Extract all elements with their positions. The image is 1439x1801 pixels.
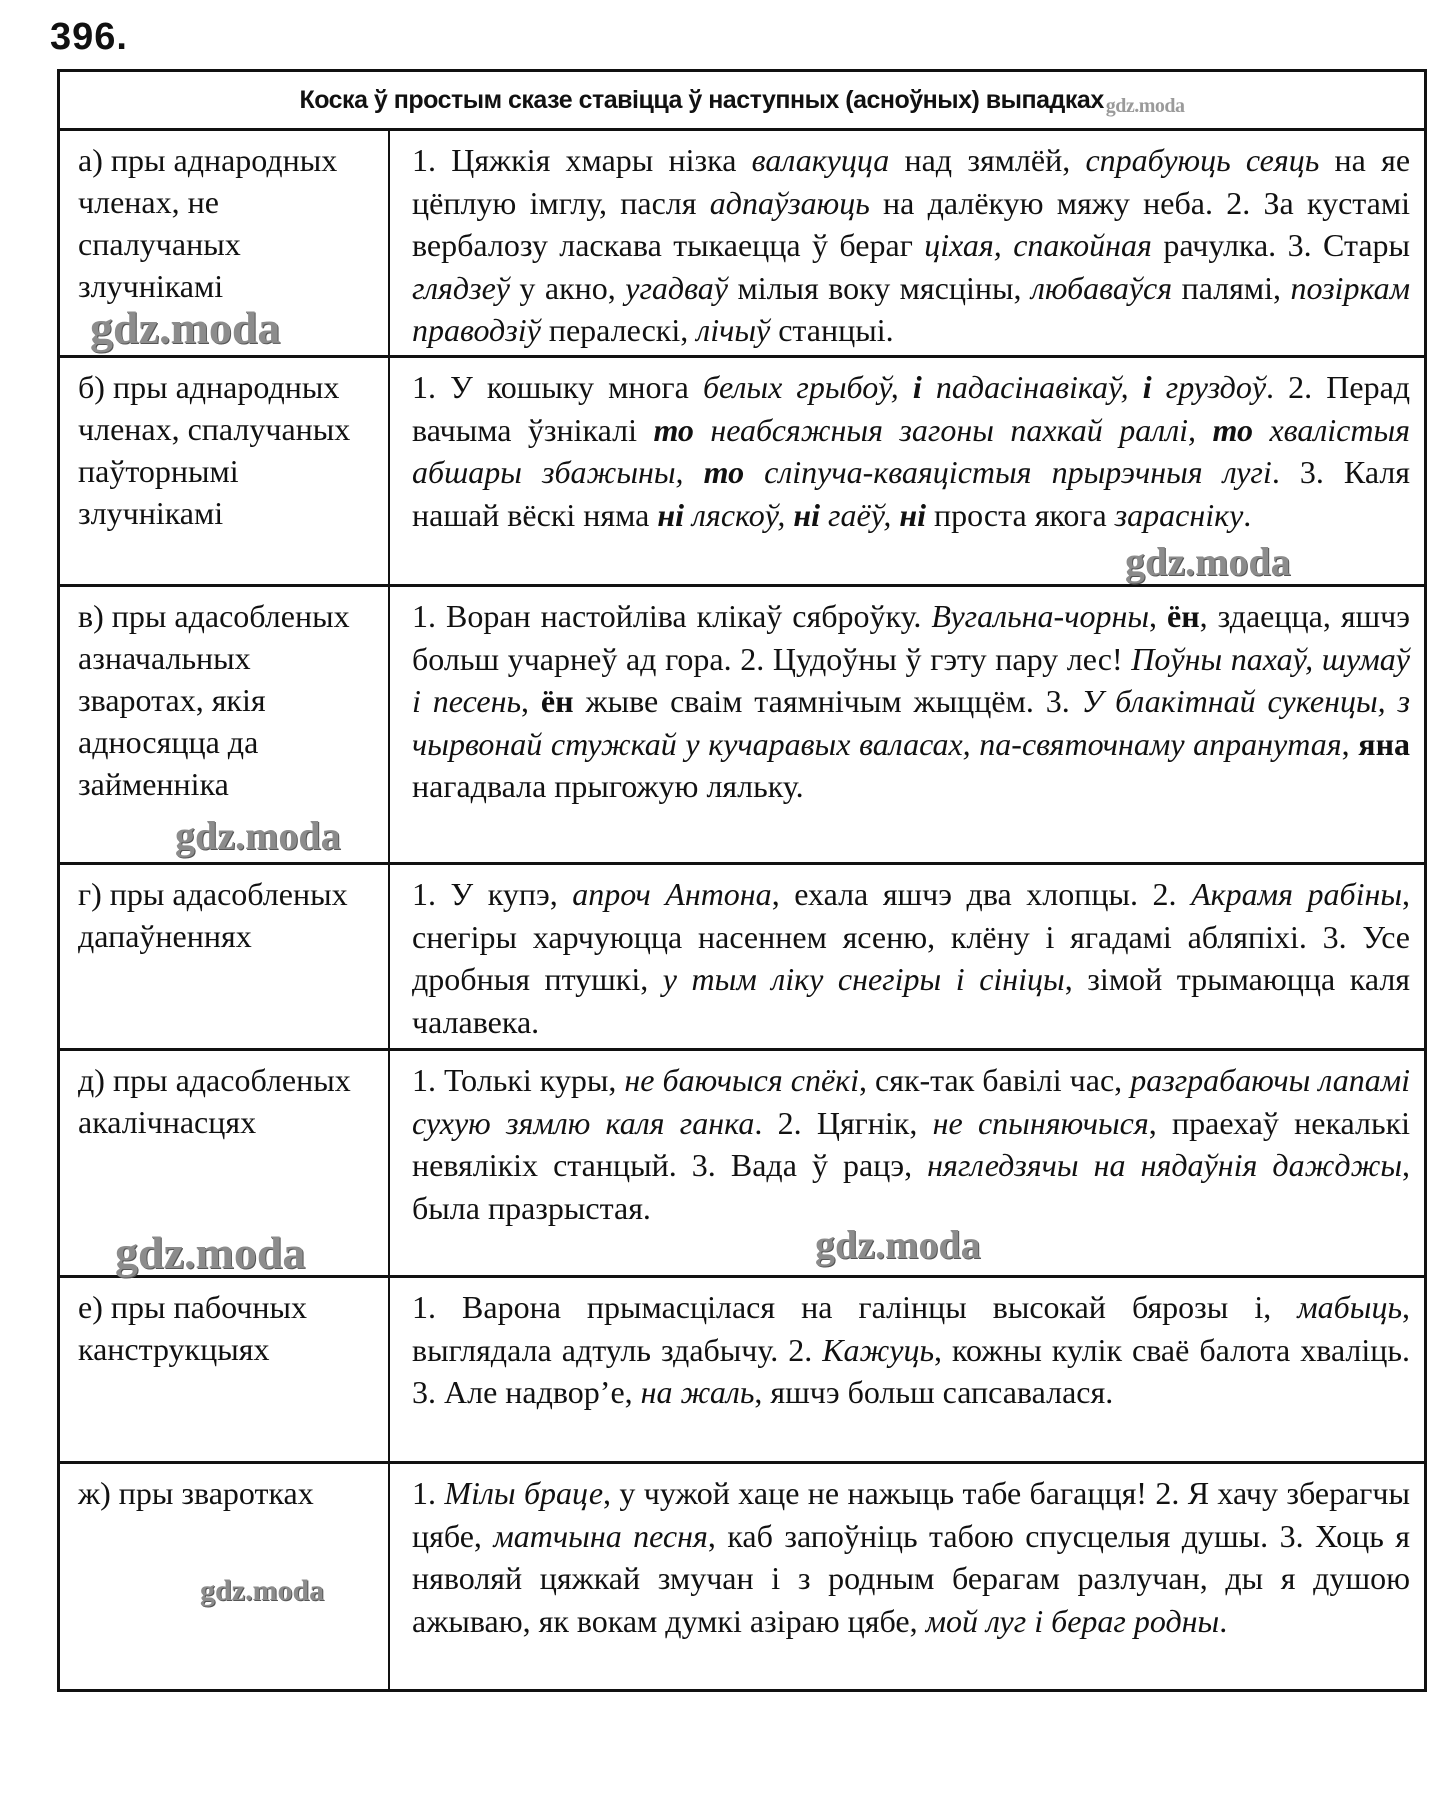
highlighted-text: падасінавікаў, (921, 369, 1143, 405)
highlighted-text: не баючыся спёкі (624, 1062, 860, 1098)
example-text: . (1219, 1602, 1228, 1639)
watermark: gdz.moda (1125, 539, 1291, 584)
example-text: 1. У кошыку многа (412, 369, 703, 405)
example-text: , (1149, 598, 1167, 634)
highlighted-text: Поўны пахаў, шумаў і песень (412, 640, 1411, 719)
highlighted-text: Кажуць (822, 1331, 935, 1368)
exercise-number: 396. (50, 16, 128, 58)
watermark: gdz.moda (175, 813, 341, 858)
example-text: 1. Цяжкія хмары нізка (412, 142, 752, 178)
highlighted-text: не спыняючыся (932, 1104, 1149, 1141)
highlighted-text: хвалістыя абшары збажыны, (412, 411, 1411, 490)
example-text: , (1341, 725, 1359, 762)
table-row (60, 358, 1424, 587)
rule-label: в) пры адасобленых азначальных зваротах, якія адносяцца да займенніка (60, 587, 390, 862)
example-text: проста якога (925, 496, 1115, 533)
example-text: 1. Воран настойліва клікаў сяброўку. (412, 598, 932, 634)
example-text: . 2. Перад вачыма ўзнікалі (412, 369, 1411, 448)
rule-label: ж) пры зваротках (60, 1464, 390, 1689)
highlighted-text: ні (657, 496, 684, 533)
watermark: gdz.moda (815, 1222, 981, 1267)
example-text: станцыі. (770, 312, 894, 348)
highlighted-text: ні (793, 496, 821, 533)
example-text: , снегіры харчуюцца насеннем ясеню, клёну і ягадамі абляпіхі. 3. Усе дробныя птушкі, (412, 876, 1411, 997)
watermark: gdz.moda (200, 1574, 325, 1607)
table-row (60, 1464, 1424, 1689)
table-row (60, 865, 1424, 1051)
example-text: . (1243, 496, 1252, 533)
highlighted-text: нягледзячы на нядаўнія дажджы (927, 1147, 1403, 1183)
example-text: палямі, (1172, 269, 1291, 306)
watermark: gdz.moda (90, 302, 281, 353)
rule-examples (390, 587, 1424, 862)
rule-examples (390, 131, 1424, 355)
highlighted-text: то (653, 411, 694, 448)
highlighted-text: спрабуюць сеяць (1085, 142, 1320, 178)
example-text: 1. У купэ, (412, 876, 573, 912)
example-text: пералескі, (540, 312, 697, 348)
highlighted-text: гаёў, (820, 496, 900, 533)
highlighted-text: зарасніку (1114, 496, 1244, 533)
highlighted-text: любаваўся (1030, 269, 1173, 306)
highlighted-text: ляскоў, (683, 496, 794, 533)
highlighted-text: ён (1167, 598, 1200, 634)
highlighted-text: мабыць (1297, 1289, 1402, 1325)
highlighted-text: угадваў (625, 269, 728, 306)
example-text: у акно, (509, 269, 626, 306)
highlighted-text: лічыў (696, 312, 771, 348)
highlighted-text: неабсяжныя загоны пахкай раллі, (693, 411, 1213, 448)
rule-label: е) пры пабочных канструкцыях (60, 1278, 390, 1461)
highlighted-text: то (1212, 411, 1253, 448)
example-text: , здаецца, яшчэ больш учарнеў ад гора. 2. Цудоўны ў гэту пару лес! (412, 598, 1411, 677)
highlighted-text: сліпуча-кваяцістыя прырэчныя лугі (744, 454, 1272, 490)
table-row (60, 1051, 1424, 1278)
highlighted-text: позіркам праводзіў (412, 269, 1411, 348)
example-text: , зімой трымаюцца каля чалавека. (412, 961, 1411, 1040)
example-text: , яшчэ больш сапсавалася. (754, 1374, 1114, 1410)
highlighted-text: мой луг і бераг родны (925, 1602, 1220, 1639)
example-text: рачулка. 3. Стары (1151, 227, 1411, 263)
table-row (60, 131, 1424, 358)
example-text: на яе цёплую імглу, пасля (412, 142, 1411, 221)
rule-examples (390, 1464, 1424, 1689)
highlighted-text: ціхая, спакойная (924, 227, 1152, 263)
example-text: , праехаў некалькі невялікіх станцый. 3. Вада ў рацэ, (412, 1104, 1411, 1183)
example-text: 1. (412, 1475, 445, 1511)
rule-label: б) пры аднародных членах, спалучаных паўторнымі злучнікамі (60, 358, 390, 584)
example-text: , сяк-так бавілі час, (859, 1062, 1131, 1098)
example-text: нагадвала прыгожую ляльку. (412, 768, 804, 804)
highlighted-text: ён (540, 683, 574, 719)
example-text: , ехала яшчэ два хлопцы. 2. (771, 876, 1192, 912)
highlighted-text: яна (1358, 725, 1411, 762)
highlighted-text: матчына песня (493, 1517, 708, 1554)
highlighted-text: то (703, 454, 745, 490)
example-text: . 3. Каля нашай вёскі няма (412, 454, 1411, 533)
highlighted-text: Акрамя рабіны (1191, 876, 1403, 912)
rules-table (57, 69, 1427, 1692)
table-header (60, 72, 1424, 131)
highlighted-text: апроч Антона (572, 876, 772, 912)
highlighted-text: у тым ліку снегіры і сініцы (662, 961, 1065, 997)
example-text: . 2. Цягнік, (754, 1104, 933, 1141)
example-text: мілыя воку мясціны, (727, 269, 1031, 306)
highlighted-text: У блакітнай сукенцы, з чырвонай стужкай у кучаравых валасах, па-святочнаму апранутая (412, 683, 1410, 762)
table-row (60, 1278, 1424, 1464)
highlighted-text: груздоў (1151, 369, 1267, 405)
example-text: , была празрыстая. (412, 1147, 1411, 1226)
highlighted-text: ні (899, 496, 926, 533)
highlighted-text: разграбаючы лапамі сухую зямлю каля ганка (412, 1062, 1411, 1141)
example-text: 1. Толькі куры, (412, 1062, 625, 1098)
example-text: на далёкую мяжу неба. 2. За кустамі вербалозу ласкава тыкаецца ў бераг (412, 184, 1411, 263)
example-text: жыве сваім таямнічым жыццём. 3. (573, 683, 1082, 719)
rule-label: д) пры адасобленых акалічнасцях (60, 1051, 390, 1275)
watermark: gdz.moda (1105, 94, 1185, 117)
rule-label: а) пры аднародных членах, не спалучаных злучнікамі (60, 131, 390, 355)
example-text: 1. Варона прымасцілася на галінцы высокай бярозы і, (412, 1289, 1298, 1325)
example-text: над зямлёй, (889, 142, 1086, 178)
rule-examples (390, 1278, 1424, 1461)
table-row (60, 587, 1424, 865)
highlighted-text: на жаль (640, 1374, 755, 1410)
example-text: , кожны кулік сваё балота хваліць. 3. Але надвор’е, (412, 1331, 1411, 1410)
highlighted-text: Вугальна-чорны (931, 598, 1149, 634)
highlighted-text: і (1142, 369, 1152, 405)
rule-examples (390, 358, 1424, 584)
highlighted-text: і (912, 369, 922, 405)
example-text: , (521, 683, 541, 719)
highlighted-text: валакуцца (751, 142, 890, 178)
rule-examples (390, 1051, 1424, 1275)
example-text: , каб запоўніць табою спусцелыя душы. 3. Хоць я няволяй цяжкай змучан і з родным берагам разлучан, ды я душою ажываю, як вокам думкі азіраю цябе, (412, 1517, 1411, 1639)
highlighted-text: глядзеў (412, 269, 510, 306)
highlighted-text: адпаўзаюць (709, 184, 870, 221)
example-text: , у чужой хаце не нажыць табе багацця! 2. Я хачу зберагчы цябе, (412, 1475, 1411, 1554)
example-text: , выглядала адтуль здабычу. 2. (412, 1289, 1410, 1368)
rule-examples (390, 865, 1424, 1048)
rule-label: г) пры адасобленых дапаўненнях (60, 865, 390, 1048)
highlighted-text: белых грыбоў, (702, 369, 913, 405)
watermark: gdz.moda (115, 1227, 306, 1278)
highlighted-text: Мілы браце (444, 1475, 604, 1511)
table-header-text: Коска ў простым сказе ставіцца ў наступных (асноўных) выпадках (299, 85, 1104, 114)
